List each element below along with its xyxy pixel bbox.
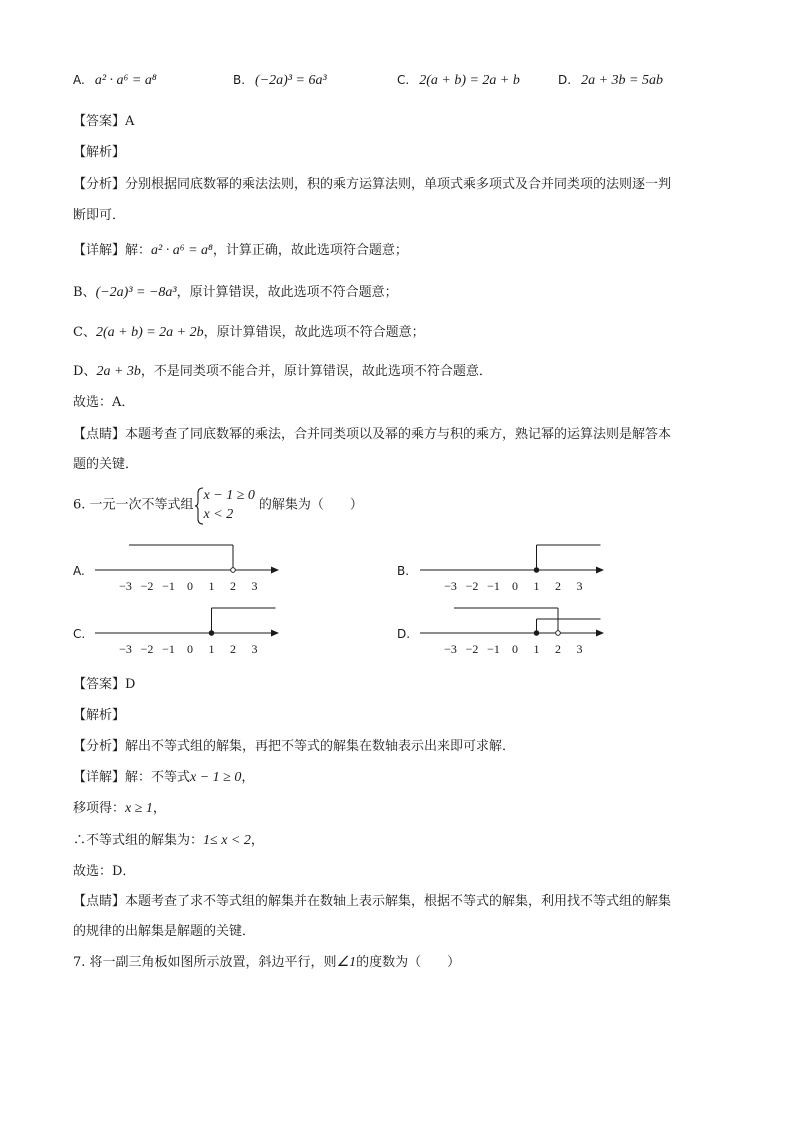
number-line-d xyxy=(420,603,610,663)
tick-label: 3 xyxy=(576,579,583,593)
tick-label: 2 xyxy=(555,579,561,593)
inequality-system: x − 1 ≥ 0 x < 2 xyxy=(194,486,259,524)
open-point xyxy=(231,568,236,573)
tick-label: 0 xyxy=(512,642,518,656)
choice-line: 故选：A． xyxy=(73,395,135,410)
detail-line: 【详解】解：a² · a⁶ = a⁸，计算正确，故此选项符合题意； xyxy=(73,243,408,258)
analysis-heading: 【解析】 xyxy=(73,145,126,160)
option-b: B. (−2a)³ = 6a³ xyxy=(233,73,327,88)
question-7-stem: 7. 将一副三角板如图所示放置，斜边平行，则∠1的度数为（ ） xyxy=(73,955,461,970)
tick-label: −3 xyxy=(119,579,132,593)
therefore-line: ∴不等式组的解集为：1≤ x < 2， xyxy=(73,833,264,848)
analysis-text-cont: 断即可． xyxy=(73,208,126,223)
detail-d: D、2a + 3b，不是同类项不能合并，原计算错误，故此选项不符合题意． xyxy=(73,364,492,379)
tick-label: 3 xyxy=(251,642,258,656)
tick-label: 0 xyxy=(187,579,193,593)
arrow-icon xyxy=(271,630,279,637)
arrow-icon xyxy=(596,567,604,574)
tick-label: 1 xyxy=(208,579,215,593)
detail-c: C、2(a + b) = 2a + 2b，原计算错误，故此选项不符合题意； xyxy=(73,325,425,340)
detail-b: B、(−2a)³ = −8a³，原计算错误，故此选项不符合题意； xyxy=(73,285,398,300)
tick-label: 2 xyxy=(555,642,561,656)
tick-label: 2 xyxy=(230,642,236,656)
closed-point xyxy=(534,631,539,636)
open-point xyxy=(556,631,561,636)
option-d: D. 2a + 3b = 5ab xyxy=(558,73,663,88)
closed-point xyxy=(209,631,214,636)
tick-label: 3 xyxy=(251,579,258,593)
comment-text-6-cont: 的规律的出解集是解题的关键． xyxy=(73,924,256,939)
tick-label: −1 xyxy=(162,642,175,656)
tick-label: −1 xyxy=(487,642,500,656)
choice-line-6: 故选：D． xyxy=(73,864,136,879)
tick-label: 0 xyxy=(187,642,193,656)
option-a-label: A. xyxy=(73,564,85,578)
tick-label: 1 xyxy=(533,642,540,656)
arrow-icon xyxy=(596,630,604,637)
tick-label: 2 xyxy=(230,579,236,593)
answer-label-6: 【答案】D xyxy=(73,677,136,692)
tick-label: 1 xyxy=(533,579,540,593)
tick-label: −1 xyxy=(162,579,175,593)
comment-text: 【点睛】本题考查了同底数幂的乘法，合并同类项以及幂的乘方与积的乘方，熟记幂的运算法则是解答本 xyxy=(73,427,672,442)
comment-text-6: 【点睛】本题考查了求不等式组的解集并在数轴上表示解集，根据不等式的解集，利用找不等式组的解集 xyxy=(73,894,672,909)
option-c-label: C. xyxy=(73,627,86,641)
number-line-b xyxy=(420,540,610,600)
analysis-heading-6: 【解析】 xyxy=(73,708,126,723)
detail-line-6: 【详解】解：不等式x − 1 ≥ 0， xyxy=(73,770,255,785)
comment-text-cont: 题的关键． xyxy=(73,457,139,472)
brace-icon xyxy=(194,487,204,525)
closed-point xyxy=(534,568,539,573)
tick-label: −3 xyxy=(444,579,457,593)
tick-label: −3 xyxy=(444,642,457,656)
option-c: C. 2(a + b) = 2a + b xyxy=(397,73,520,88)
option-d-label: D. xyxy=(397,627,411,641)
tick-label: −1 xyxy=(487,579,500,593)
question-6-stem: 6. 一元一次不等式组 x − 1 ≥ 0 x < 2的解集为（ ） xyxy=(73,486,363,524)
answer-label: 【答案】A xyxy=(73,114,135,129)
tick-label: −2 xyxy=(465,642,479,656)
tick-label: 3 xyxy=(576,642,583,656)
tick-label: 0 xyxy=(512,579,518,593)
option-a: A. a² · a⁶ = a⁸ xyxy=(73,73,157,88)
move-line: 移项得：x ≥ 1， xyxy=(73,801,166,816)
arrow-icon xyxy=(271,567,279,574)
number-line-c xyxy=(95,603,285,663)
tick-label: 1 xyxy=(208,642,215,656)
analysis-text: 【分析】分别根据同底数幂的乘法法则，积的乘方运算法则，单项式乘多项式及合并同类项的法则逐一判 xyxy=(73,177,672,192)
tick-label: −2 xyxy=(465,579,479,593)
tick-label: −2 xyxy=(140,642,154,656)
analysis-text-6: 【分析】解出不等式组的解集，再把不等式的解集在数轴表示出来即可求解． xyxy=(73,739,516,754)
option-b-label: B. xyxy=(397,564,410,578)
tick-label: −3 xyxy=(119,642,132,656)
tick-label: −2 xyxy=(140,579,154,593)
number-line-a xyxy=(95,540,285,600)
